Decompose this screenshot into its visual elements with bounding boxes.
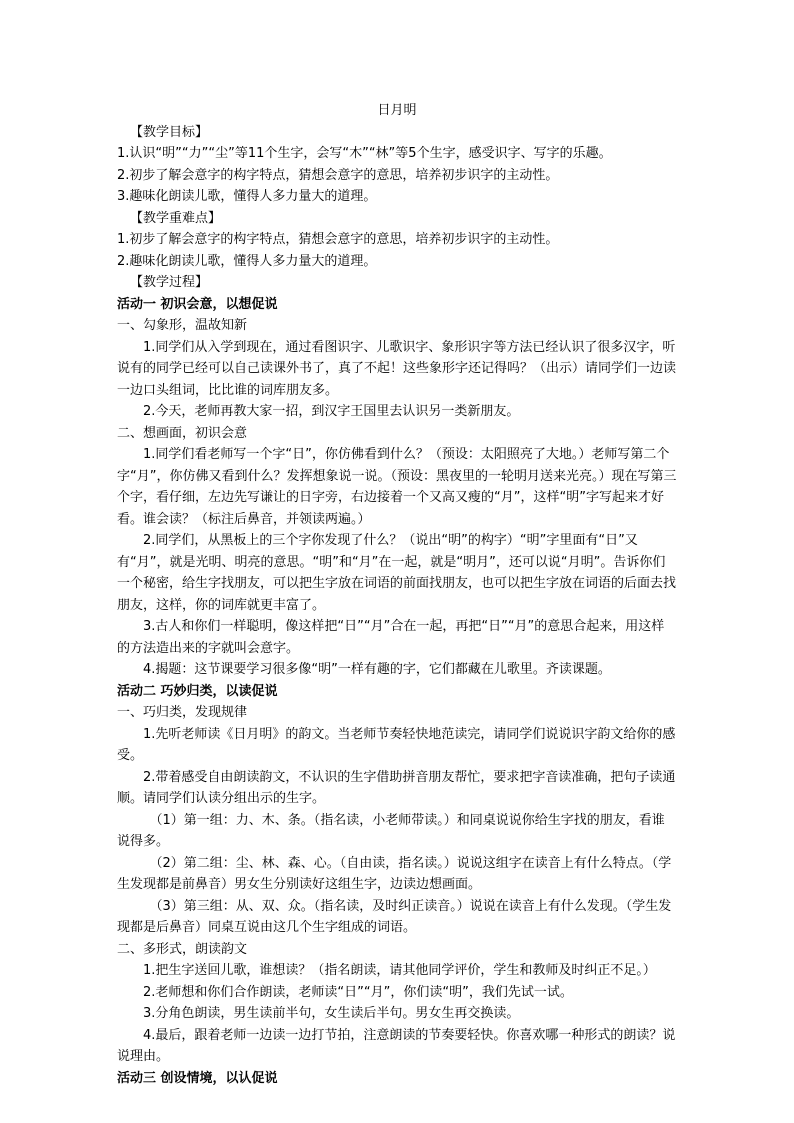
section-heading: 活动一 初识会意，以想促说 <box>117 296 278 312</box>
paragraph: 4.揭题：这节课要学习很多像“明”一样有趣的字，它们都藏在儿歌里。齐读课题。 <box>143 662 611 677</box>
paragraph: 1.同学们看老师写一个字“日”，你仿佛看到什么？（预设：太阳照亮了大地。）老师写第二个字“月”，你仿佛又看到什么？发挥想象说一说。（预设：黑夜里的一轮明月送来光亮。）现在写第三个字，看仔细，左边先写谦让的日字旁，右边接着一个又高又瘦的“月”，这样“明”字写起来才好看。谁会读？（标注后鼻音，并领读两遍。） <box>117 447 677 527</box>
paragraph: 4.最后，跟着老师一边读一边打节拍，注意朗读的节奏要轻快。你喜欢哪一种形式的朗读？说说理由。 <box>117 1027 676 1064</box>
paragraph: 2.老师想和你们合作朗读，老师读“日”“月”，你们读“明”，我们先试一试。 <box>143 984 573 1000</box>
paragraph: （2）第二组：尘、林、森、心。（自由读，指名读。）说说这组字在读音上有什么特点。（学生发现都是前鼻音）男女生分别读好这组生字，边读边想画面。 <box>117 855 672 892</box>
paragraph: 2.同学们，从黑板上的三个字你发现了什么？（说出“明”的构字）“明”字里面有“日”又有“月”，就是光明、明亮的意思。“明”和“月”在一起，就是“明月”，还可以说“月明”。告诉你们一个秘密，给生字找朋友，可以把生字放在词语的前面找朋友，也可以把生字放在词语的后面去找朋友，这样，你的词库就更丰富了。 <box>117 533 677 613</box>
paragraph: 【教学目标】 <box>130 124 209 140</box>
paragraph: （1）第一组：力、木、条。（指名读，小老师带读。）和同桌说说你给生字找的朋友，看谁说得多。 <box>117 812 665 849</box>
paragraph: （3）第三组：从、双、众。（指名读，及时纠正读音。）说说在读音上有什么发现。（学生发现都是后鼻音）同桌互说由这几个生字组成的词语。 <box>117 898 672 935</box>
paragraph: 1.同学们从入学到现在，通过看图识字、儿歌识字、象形识字等方法已经认识了很多汉字，听说有的同学已经可以自己读课外书了，真了不起！这些象形字还记得吗？（出示）请同学们一边读一边口头组词，比比谁的词库朋友多。 <box>117 339 677 398</box>
paragraph: 【教学过程】 <box>130 275 209 290</box>
paragraph: 2.今天，老师再教大家一招，到汉字王国里去认识另一类新朋友。 <box>143 404 520 419</box>
paragraph: 一、巧归类，发现规律 <box>117 705 248 720</box>
paragraph: 3.分角色朗读，男生读前半句，女生读后半句。男女生再交换读。 <box>143 1006 520 1021</box>
section-heading: 活动三 创设情境，以认促说 <box>117 1070 278 1086</box>
paragraph: 【教学重难点】 <box>130 210 222 226</box>
section-heading: 活动二 巧妙归类，以读促说 <box>117 683 278 699</box>
paragraph: 二、多形式，朗读韵文 <box>117 941 248 957</box>
paragraph: 1.认识“明”“力”“尘”等11个生字，会写“木”“林”等5个生字，感受识字、写字的乐趣。 <box>117 146 612 161</box>
paragraph: 1.先听老师读《日月明》的韵文。当老师节奏轻快地范读完，请同学们说说识字韵文给你的感受。 <box>117 726 676 763</box>
paragraph: 1.把生字送回儿歌，谁想读？（指名朗读，请其他同学评价，学生和教师及时纠正不足。） <box>143 963 656 978</box>
paragraph: 一、勾象形，温故知新 <box>117 318 248 333</box>
paragraph: 2.带着感受自由朗读韵文，不认识的生字借助拼音朋友帮忙，要求把字音读准确，把句子读通顺。请同学们认读分组出示的生字。 <box>117 769 676 806</box>
paragraph: 3.趣味化朗读儿歌，懂得人多力量大的道理。 <box>117 189 377 204</box>
paragraph: 1.初步了解会意字的构字特点，猜想会意字的意思，培养初步识字的主动性。 <box>117 232 559 247</box>
paragraph: 3.古人和你们一样聪明，像这样把“日”“月”合在一起，再把“日”“月”的意思合起来，用这样的方法造出来的字就叫会意字。 <box>117 619 665 656</box>
paragraph: 2.初步了解会意字的构字特点，猜想会意字的意思，培养初步识字的主动性。 <box>117 167 559 183</box>
document-body <box>117 100 677 1089</box>
document-lines <box>117 122 677 1090</box>
paragraph: 二、想画面，初识会意 <box>117 425 248 441</box>
paragraph: 2.趣味化朗读儿歌，懂得人多力量大的道理。 <box>117 253 377 269</box>
document-title: 日月明 <box>377 103 417 118</box>
